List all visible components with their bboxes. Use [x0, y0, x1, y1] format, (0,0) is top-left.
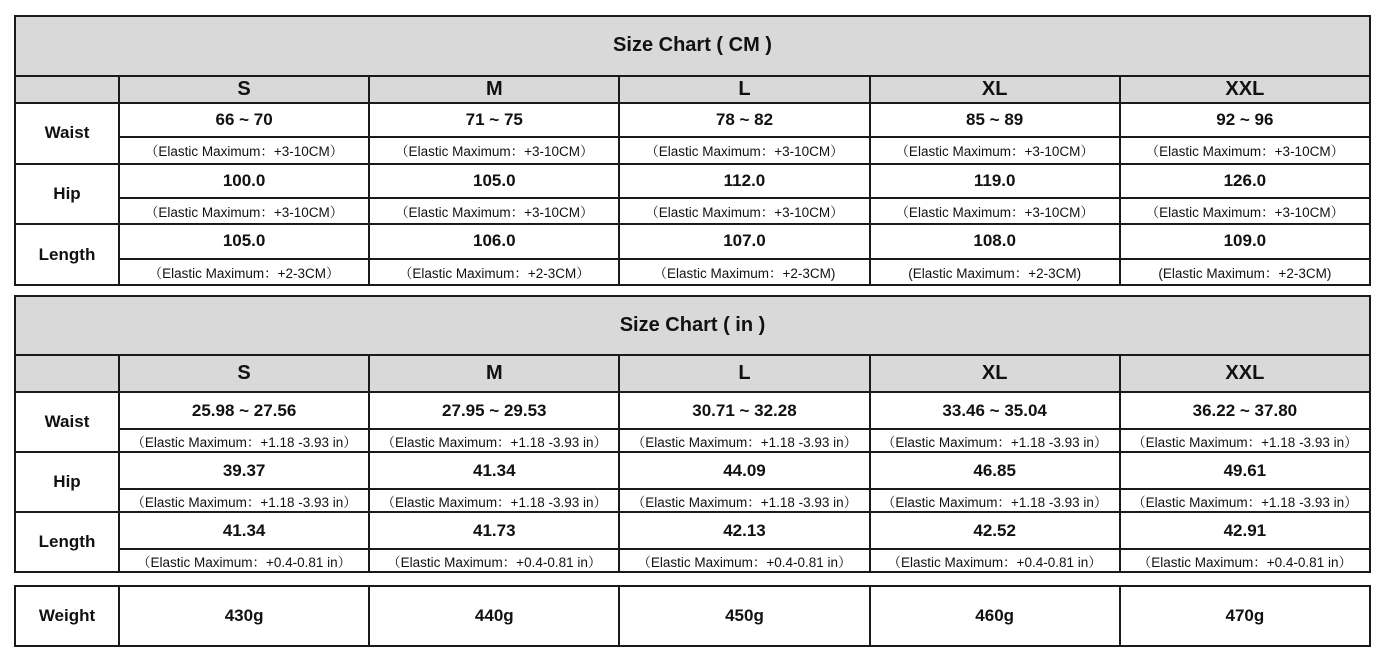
note-cell: （Elastic Maximum：+1.18 -3.93 in） [870, 489, 1120, 512]
value-cell: 25.98 ~ 27.56 [119, 392, 369, 429]
note-cell: （Elastic Maximum：+1.18 -3.93 in） [369, 429, 619, 452]
corner-cell [15, 76, 119, 103]
value-cell: 85 ~ 89 [870, 103, 1120, 137]
size-header-xxl: XXL [1120, 355, 1370, 392]
row-label-weight: Weight [15, 586, 119, 646]
note-cell: （Elastic Maximum：+2-3CM) [619, 259, 869, 285]
note-cell: (Elastic Maximum：+2-3CM) [1120, 259, 1370, 285]
weight-value: 430g [119, 586, 369, 646]
row-label-hip: Hip [15, 452, 119, 512]
note-cell: （Elastic Maximum：+3-10CM） [870, 198, 1120, 224]
note-cell: （Elastic Maximum：+3-10CM） [119, 137, 369, 163]
size-header-xl: XL [870, 76, 1120, 103]
note-cell: （Elastic Maximum：+3-10CM） [369, 137, 619, 163]
value-cell: 105.0 [369, 164, 619, 198]
note-cell: （Elastic Maximum：+1.18 -3.93 in） [870, 429, 1120, 452]
note-cell: （Elastic Maximum：+1.18 -3.93 in） [619, 429, 869, 452]
value-cell: 49.61 [1120, 452, 1370, 489]
note-cell: （Elastic Maximum：+1.18 -3.93 in） [1120, 429, 1370, 452]
value-cell: 41.34 [119, 512, 369, 549]
size-header-xxl: XXL [1120, 76, 1370, 103]
note-cell: （Elastic Maximum：+1.18 -3.93 in） [119, 489, 369, 512]
note-cell: （Elastic Maximum：+3-10CM） [1120, 137, 1370, 163]
value-cell: 107.0 [619, 224, 869, 258]
size-header-xl: XL [870, 355, 1120, 392]
note-cell: （Elastic Maximum：+3-10CM） [619, 137, 869, 163]
value-cell: 119.0 [870, 164, 1120, 198]
note-cell: （Elastic Maximum：+0.4-0.81 in） [1120, 549, 1370, 572]
note-cell: （Elastic Maximum：+2-3CM） [369, 259, 619, 285]
value-cell: 92 ~ 96 [1120, 103, 1370, 137]
value-cell: 30.71 ~ 32.28 [619, 392, 869, 429]
value-cell: 109.0 [1120, 224, 1370, 258]
value-cell: 41.73 [369, 512, 619, 549]
value-cell: 71 ~ 75 [369, 103, 619, 137]
size-header-l: L [619, 355, 869, 392]
size-header-m: M [369, 355, 619, 392]
note-cell: （Elastic Maximum：+3-10CM） [119, 198, 369, 224]
size-header-m: M [369, 76, 619, 103]
value-cell: 42.52 [870, 512, 1120, 549]
note-cell: (Elastic Maximum：+2-3CM) [870, 259, 1120, 285]
note-cell: （Elastic Maximum：+3-10CM） [369, 198, 619, 224]
value-cell: 105.0 [119, 224, 369, 258]
value-cell: 42.91 [1120, 512, 1370, 549]
note-cell: （Elastic Maximum：+0.4-0.81 in） [870, 549, 1120, 572]
weight-value: 470g [1120, 586, 1370, 646]
value-cell: 100.0 [119, 164, 369, 198]
value-cell: 112.0 [619, 164, 869, 198]
row-label-waist: Waist [15, 392, 119, 452]
size-header-s: S [119, 355, 369, 392]
value-cell: 42.13 [619, 512, 869, 549]
value-cell: 44.09 [619, 452, 869, 489]
row-label-hip: Hip [15, 164, 119, 225]
value-cell: 106.0 [369, 224, 619, 258]
weight-value: 440g [369, 586, 619, 646]
note-cell: （Elastic Maximum：+3-10CM） [619, 198, 869, 224]
note-cell: （Elastic Maximum：+0.4-0.81 in） [369, 549, 619, 572]
note-cell: （Elastic Maximum：+1.18 -3.93 in） [1120, 489, 1370, 512]
note-cell: （Elastic Maximum：+3-10CM） [870, 137, 1120, 163]
value-cell: 27.95 ~ 29.53 [369, 392, 619, 429]
note-cell: （Elastic Maximum：+3-10CM） [1120, 198, 1370, 224]
note-cell: （Elastic Maximum：+1.18 -3.93 in） [369, 489, 619, 512]
chart-title-cm: Size Chart ( CM ) [15, 16, 1370, 76]
weight-table [14, 585, 1371, 647]
value-cell: 41.34 [369, 452, 619, 489]
corner-cell [15, 355, 119, 392]
weight-value: 450g [619, 586, 869, 646]
row-label-length: Length [15, 512, 119, 572]
note-cell: （Elastic Maximum：+0.4-0.81 in） [619, 549, 869, 572]
note-cell: （Elastic Maximum：+1.18 -3.93 in） [119, 429, 369, 452]
row-label-waist: Waist [15, 103, 119, 164]
weight-value: 460g [870, 586, 1120, 646]
note-cell: （Elastic Maximum：+1.18 -3.93 in） [619, 489, 869, 512]
value-cell: 33.46 ~ 35.04 [870, 392, 1120, 429]
value-cell: 108.0 [870, 224, 1120, 258]
size-header-s: S [119, 76, 369, 103]
note-cell: （Elastic Maximum：+2-3CM） [119, 259, 369, 285]
chart-title-in: Size Chart ( in ) [15, 296, 1370, 355]
size-chart-cm-table [14, 15, 1371, 286]
value-cell: 39.37 [119, 452, 369, 489]
value-cell: 36.22 ~ 37.80 [1120, 392, 1370, 429]
size-chart-in-table [14, 295, 1371, 573]
value-cell: 126.0 [1120, 164, 1370, 198]
value-cell: 66 ~ 70 [119, 103, 369, 137]
value-cell: 46.85 [870, 452, 1120, 489]
note-cell: （Elastic Maximum：+0.4-0.81 in） [119, 549, 369, 572]
value-cell: 78 ~ 82 [619, 103, 869, 137]
row-label-length: Length [15, 224, 119, 285]
size-header-l: L [619, 76, 869, 103]
